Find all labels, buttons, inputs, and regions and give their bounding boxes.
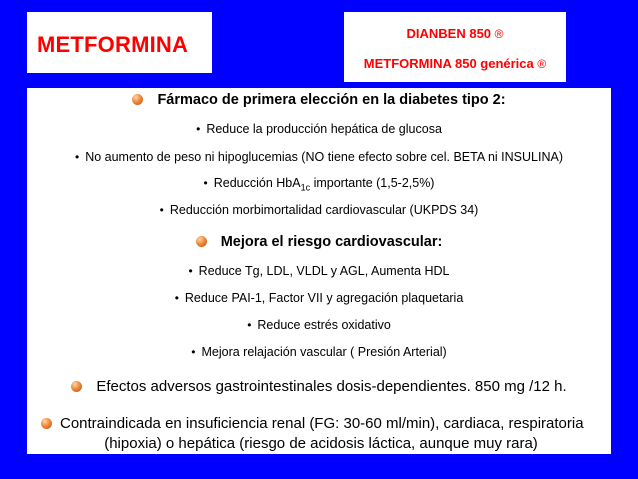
list-item [27,122,611,136]
section1-item-2: No aumento de peso ni hipoglucemias (NO tiene efecto sobre cel. BETA ni INSULINA) [85,150,563,164]
adverse-effects-text: Efectos adversos gastrointestinales dosis-dependientes. 850 mg /12 h. [96,378,567,395]
section1-item-4: Reducción morbimortalidad cardiovascular (UKPDS 34) [169,203,479,217]
section2-item-3: Reduce estrés oxidativo [257,318,391,332]
orange-bullet-icon [41,418,52,429]
brand-line-2 [344,56,566,71]
contraindication-line-1 [41,415,584,432]
list-item [27,176,611,193]
brand-line-1 [344,26,566,41]
contra-line-2-text: (hipoxia) o hepática (riesgo de acidosis láctica, aunque muy rara) [104,435,538,452]
title-box [27,12,212,73]
section1-item-1: Reduce la producción hepática de glucosa [206,122,442,136]
bullet-dot-icon: • [203,176,208,190]
section2-item-2: Reduce PAI-1, Factor VII y agregación plaquetaria [184,291,464,305]
section2-heading: Mejora el riesgo cardiovascular: [220,234,443,250]
slide-title: METFORMINA [37,32,189,57]
list-item [27,150,611,164]
bullet-dot-icon: • [75,150,80,164]
section1-heading-row [27,92,611,108]
bullet-dot-icon: • [247,318,252,332]
contra-line-1-text: Contraindicada en insuficiencia renal (FG: 30-60 ml/min), cardiaca, respiratoria [60,415,584,432]
brand-box [344,12,566,82]
content-panel [27,88,611,454]
section2-item-1: Reduce Tg, LDL, VLDL y AGL, Aumenta HDL [198,264,450,278]
list-item [27,264,611,278]
orange-bullet-icon [71,381,82,392]
list-item [27,291,611,305]
section1-heading: Fármaco de primera elección en la diabetes tipo 2: [157,92,506,108]
section2-item-4: Mejora relajación vascular ( Presión Arterial) [201,345,447,359]
bullet-dot-icon: • [191,345,196,359]
hba-subscript: 1c [300,182,311,193]
bullet-dot-icon: • [196,122,201,136]
section1-item-3-rest: importante (1,5-2,5%) [310,176,435,190]
list-item [27,318,611,332]
section2-heading-row [27,234,611,250]
contraindication-paragraph [41,414,601,454]
brand-name-2: METFORMINA 850 genérica [363,56,534,71]
bullet-dot-icon: • [188,264,193,278]
orange-bullet-icon [132,94,143,105]
orange-bullet-icon [196,236,207,247]
adverse-effects-row [27,378,611,395]
bullet-dot-icon: • [159,203,164,217]
bullet-dot-icon: • [174,291,179,305]
registered-mark-2: ® [537,57,547,71]
section1-item-3: Reducción HbA [213,176,301,190]
brand-name-1: DIANBEN 850 [406,26,492,41]
list-item [27,345,611,359]
registered-mark-1: ® [494,27,504,41]
list-item [27,203,611,217]
